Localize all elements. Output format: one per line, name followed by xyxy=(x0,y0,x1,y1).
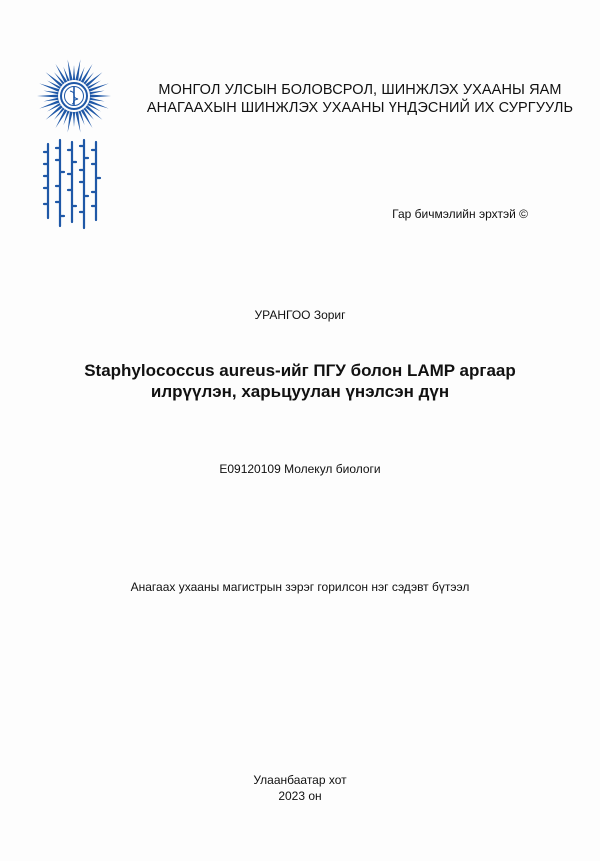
ministry-heading xyxy=(140,81,580,117)
thesis-title-line-1: Staphylococcus aureus-ийг ПГУ болон LAMP аргаар xyxy=(84,361,516,380)
specialty-code: E09120109 Молекул биологи xyxy=(219,462,381,476)
emblem-ray xyxy=(90,91,105,95)
university-emblem-icon xyxy=(34,56,114,236)
emblem-ray xyxy=(68,60,73,81)
copyright-notice: Гар бичмэлийн эрхтэй © xyxy=(392,207,528,221)
emblem-ray xyxy=(73,112,75,127)
emblem-ray xyxy=(88,83,108,92)
emblem-ray xyxy=(43,98,58,102)
place-and-year xyxy=(0,772,600,804)
ministry-line-2: АНАГААХЫН ШИНЖЛЭХ УХААНЫ ҮНДЭСНИЙ ИХ СУРГУУЛЬ xyxy=(146,100,574,116)
author-name: УРАНГОО Зориг xyxy=(254,308,346,322)
emblem-ray xyxy=(37,95,58,98)
ministry-line-1: МОНГОЛ УЛСЫН БОЛОВСРОЛ, ШИНЖЛЭХ УХААНЫ ЯАМ xyxy=(158,82,562,98)
city: Улаанбаатар хот xyxy=(253,773,347,787)
emblem-ray xyxy=(90,98,105,102)
emblem-ray xyxy=(39,100,59,109)
year: 2023 он xyxy=(278,789,322,803)
thesis-title-line-2: илрүүлэн, харьцуулан үнэлсэн дүн xyxy=(150,382,450,401)
emblem-ray xyxy=(43,91,58,95)
thesis-title xyxy=(60,360,540,402)
emblem-ray xyxy=(75,111,80,132)
emblem-ray xyxy=(88,100,108,109)
emblem-ray xyxy=(39,83,59,92)
mongolian-script-icon xyxy=(44,140,100,228)
emblem-ray xyxy=(73,65,75,80)
emblem-ray xyxy=(68,111,73,132)
emblem-ray xyxy=(75,60,80,81)
degree-statement: Анагаах ухааны магистрын зэрэг горилсон нэг сэдэвт бүтээл xyxy=(130,580,470,594)
emblem-ray xyxy=(90,95,111,98)
